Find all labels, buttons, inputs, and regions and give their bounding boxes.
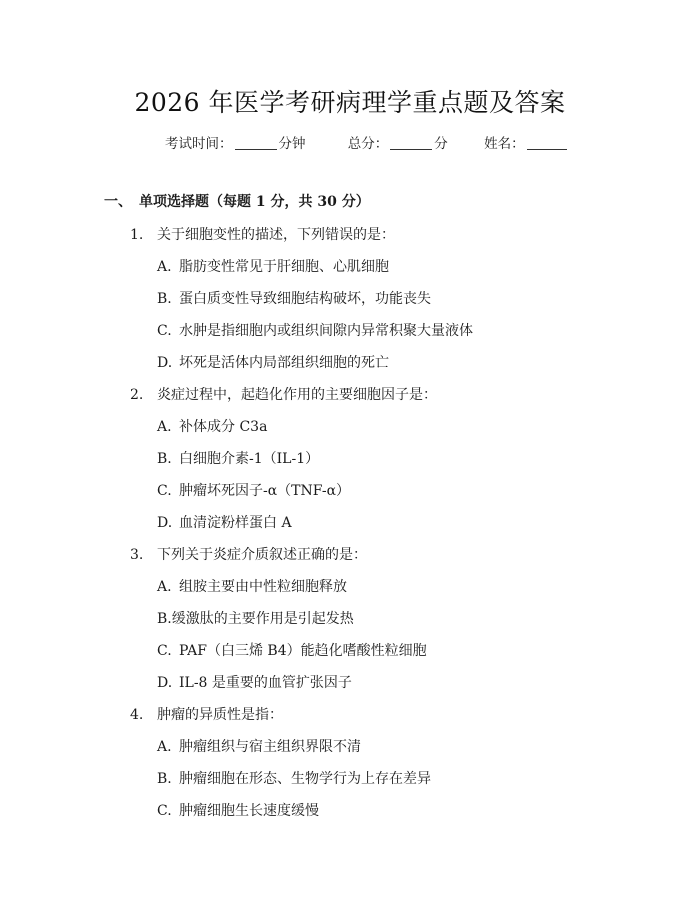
question-1-option-d xyxy=(157,352,389,372)
total-score-unit: 分 xyxy=(434,136,448,152)
question-1-option-a xyxy=(157,256,389,276)
option-letter: B. xyxy=(157,451,172,467)
exam-time-unit: 分钟 xyxy=(278,136,306,152)
question-3-option-c xyxy=(157,640,427,660)
section-heading xyxy=(104,191,370,211)
question-2-option-a xyxy=(157,416,267,436)
question-text: 肿瘤的异质性是指： xyxy=(157,707,283,723)
section-number: 一、 xyxy=(104,194,132,210)
option-letter: C. xyxy=(157,643,172,659)
question-3-option-a xyxy=(157,576,347,596)
option-letter: D. xyxy=(157,515,173,531)
option-letter: C. xyxy=(157,803,172,819)
option-text: 血清淀粉样蛋白 A xyxy=(179,515,292,531)
question-2-option-d xyxy=(157,512,292,532)
document-title: 2026 年医学考研病理学重点题及答案 xyxy=(134,88,566,117)
question-number: 3. xyxy=(130,547,144,563)
option-letter: A. xyxy=(157,419,172,435)
question-1-option-c xyxy=(157,320,473,340)
option-letter: B. xyxy=(157,291,172,307)
exam-time-blank xyxy=(235,135,277,150)
option-text: IL-8 是重要的血管扩张因子 xyxy=(179,675,352,691)
option-text: PAF（白三烯 B4）能趋化嗜酸性粒细胞 xyxy=(179,643,427,659)
option-text: 白细胞介素-1（IL-1） xyxy=(179,451,320,467)
question-4 xyxy=(130,704,283,724)
total-score-field xyxy=(348,132,448,152)
question-number: 4. xyxy=(130,707,144,723)
option-text: 肿瘤坏死因子-α（TNF-α） xyxy=(179,483,351,499)
option-text: 脂肪变性常见于肝细胞、心肌细胞 xyxy=(179,259,389,275)
option-text: 肿瘤细胞在形态、生物学行为上存在差异 xyxy=(179,771,431,787)
option-letter: A. xyxy=(157,739,172,755)
option-text: 坏死是活体内局部组织细胞的死亡 xyxy=(179,355,389,371)
question-4-option-a xyxy=(157,736,361,756)
question-number: 1. xyxy=(130,227,144,243)
student-name-label: 姓名： xyxy=(484,136,525,152)
total-score-label: 总分： xyxy=(347,136,389,152)
option-letter: C. xyxy=(157,323,172,339)
section-title: 单项选择题（每题 1 分，共 30 分） xyxy=(139,194,370,210)
option-letter: B. xyxy=(157,771,172,787)
question-4-option-c xyxy=(157,800,319,820)
question-4-option-b xyxy=(157,768,431,788)
option-letter: B. xyxy=(157,611,172,627)
option-text: 补体成分 C3a xyxy=(179,419,268,435)
question-3-option-d xyxy=(157,672,352,692)
question-2-option-b xyxy=(157,448,319,468)
student-name-blank xyxy=(527,135,567,150)
question-text: 炎症过程中，起趋化作用的主要细胞因子是： xyxy=(157,387,437,403)
total-score-blank xyxy=(390,135,432,150)
exam-info-line xyxy=(165,132,567,152)
question-2 xyxy=(130,384,437,404)
question-text: 下列关于炎症介质叙述正确的是： xyxy=(157,547,367,563)
question-1 xyxy=(130,224,395,244)
question-2-option-c xyxy=(157,480,350,500)
option-text: 水肿是指细胞内或组织间隙内异常积聚大量液体 xyxy=(179,323,473,339)
option-text: 肿瘤组织与宿主组织界限不清 xyxy=(179,739,361,755)
option-text: 缓激肽的主要作用是引起发热 xyxy=(171,611,354,627)
question-3 xyxy=(130,544,367,564)
question-text: 关于细胞变性的描述，下列错误的是： xyxy=(157,227,395,243)
exam-time-field xyxy=(165,132,306,152)
option-letter: D. xyxy=(157,355,173,371)
option-letter: C. xyxy=(157,483,172,499)
option-letter: A. xyxy=(157,579,172,595)
exam-time-label: 考试时间： xyxy=(165,136,233,152)
option-letter: A. xyxy=(157,259,172,275)
option-text: 肿瘤细胞生长速度缓慢 xyxy=(179,803,319,819)
question-number: 2. xyxy=(130,387,144,403)
option-text: 蛋白质变性导致细胞结构破坏，功能丧失 xyxy=(179,291,431,307)
option-letter: D. xyxy=(157,675,173,691)
student-name-field xyxy=(484,132,567,152)
question-3-option-b xyxy=(157,608,354,628)
option-text: 组胺主要由中性粒细胞释放 xyxy=(179,579,347,595)
question-1-option-b xyxy=(157,288,431,308)
